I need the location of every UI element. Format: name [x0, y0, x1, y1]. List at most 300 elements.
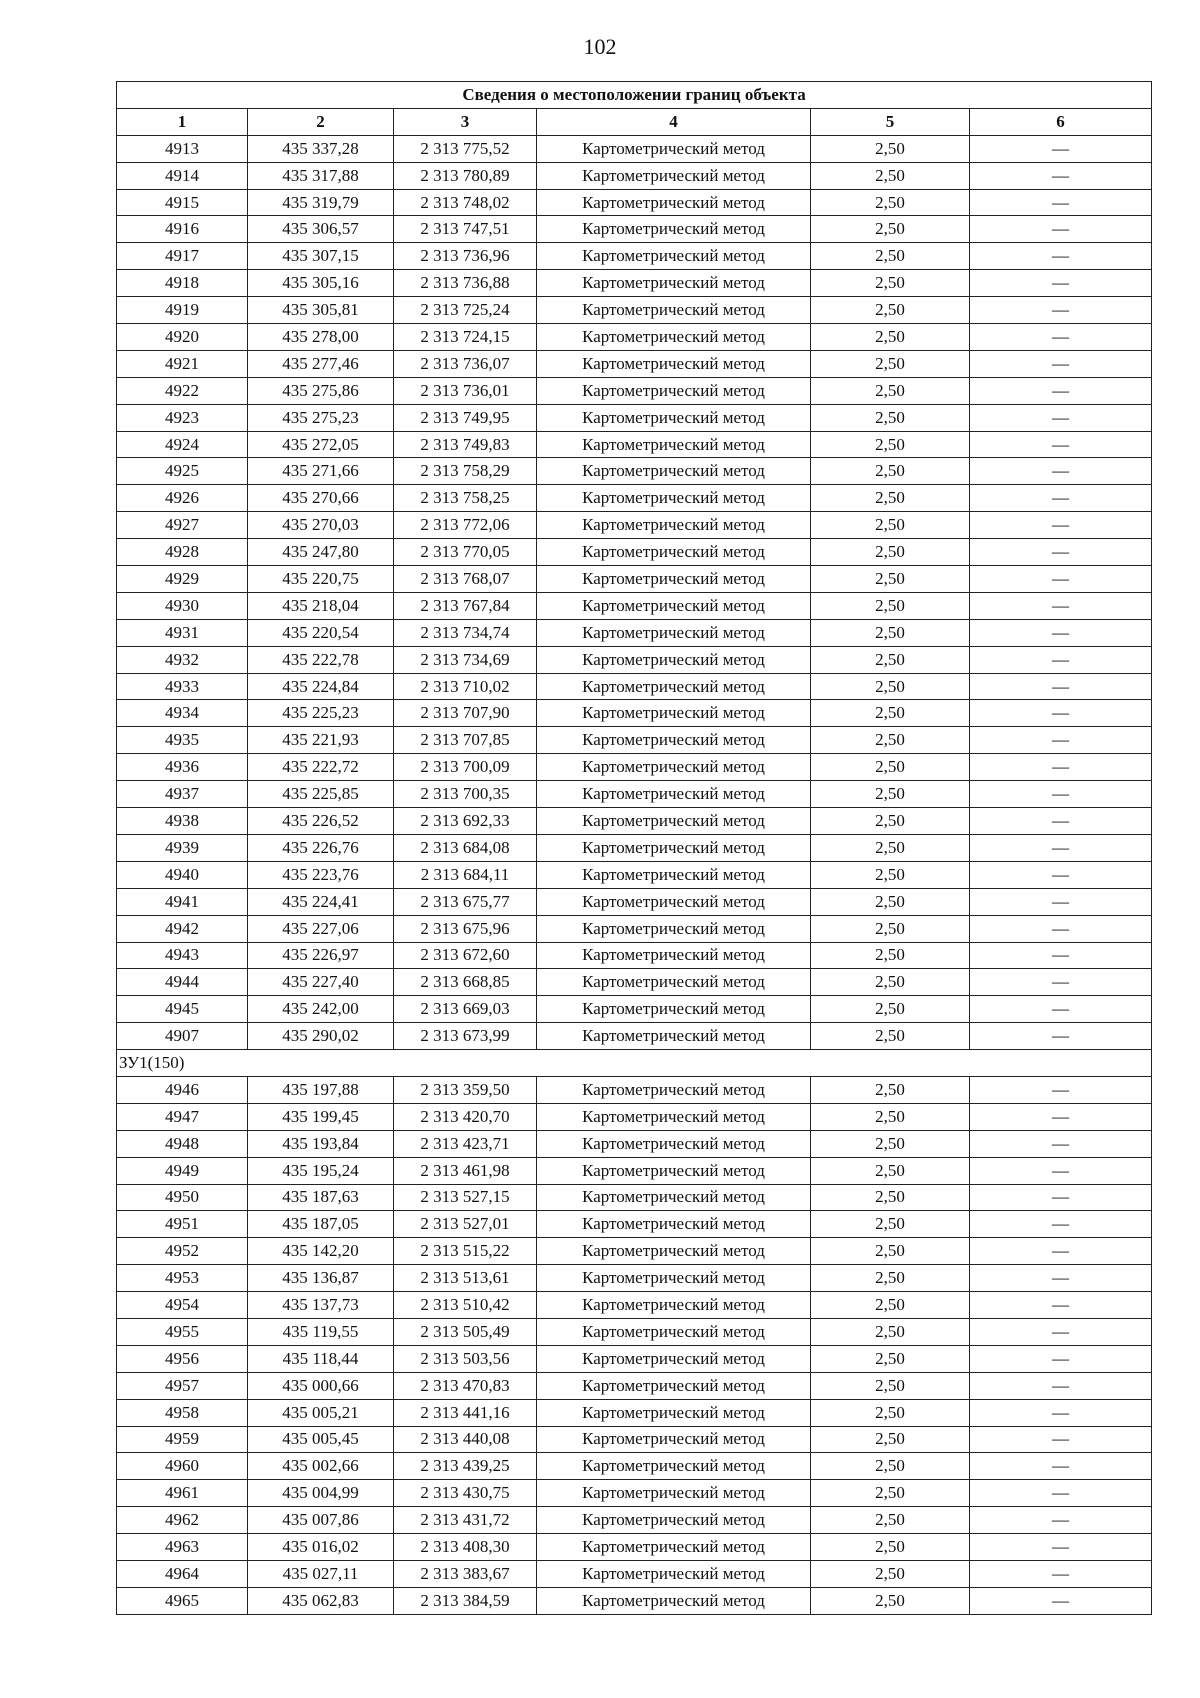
table-row: [117, 431, 1152, 458]
table-row: [117, 377, 1152, 404]
y-coordinate-cell: 2 313 725,24: [394, 297, 537, 324]
method-cell: Картометрический метод: [537, 1130, 811, 1157]
method-cell: Картометрический метод: [537, 350, 811, 377]
table-row: [117, 1265, 1152, 1292]
point-number-cell: 4924: [117, 431, 248, 458]
point-number-cell: 4934: [117, 700, 248, 727]
method-cell: Картометрический метод: [537, 1507, 811, 1534]
note-cell: —: [970, 808, 1152, 835]
point-number-cell: 4946: [117, 1076, 248, 1103]
point-number-cell: 4951: [117, 1211, 248, 1238]
note-cell: —: [970, 861, 1152, 888]
x-coordinate-cell: 435 226,97: [248, 942, 394, 969]
accuracy-cell: 2,50: [811, 1184, 970, 1211]
method-cell: Картометрический метод: [537, 1345, 811, 1372]
point-number-cell: 4956: [117, 1345, 248, 1372]
note-cell: —: [970, 1480, 1152, 1507]
method-cell: Картометрический метод: [537, 404, 811, 431]
x-coordinate-cell: 435 290,02: [248, 1023, 394, 1050]
boundary-coordinates-table: [116, 81, 1152, 1615]
point-number-cell: 4949: [117, 1157, 248, 1184]
point-number-cell: 4907: [117, 1023, 248, 1050]
y-coordinate-cell: 2 313 503,56: [394, 1345, 537, 1372]
x-coordinate-cell: 435 005,21: [248, 1399, 394, 1426]
note-cell: —: [970, 1211, 1152, 1238]
x-coordinate-cell: 435 305,81: [248, 297, 394, 324]
point-number-cell: 4960: [117, 1453, 248, 1480]
method-cell: Картометрический метод: [537, 754, 811, 781]
method-cell: Картометрический метод: [537, 377, 811, 404]
accuracy-cell: 2,50: [811, 243, 970, 270]
y-coordinate-cell: 2 313 707,85: [394, 727, 537, 754]
note-cell: —: [970, 297, 1152, 324]
method-cell: Картометрический метод: [537, 1534, 811, 1561]
accuracy-cell: 2,50: [811, 350, 970, 377]
table-row: [117, 1130, 1152, 1157]
accuracy-cell: 2,50: [811, 727, 970, 754]
note-cell: —: [970, 1292, 1152, 1319]
y-coordinate-cell: 2 313 749,83: [394, 431, 537, 458]
x-coordinate-cell: 435 142,20: [248, 1238, 394, 1265]
point-number-cell: 4919: [117, 297, 248, 324]
section-label: ЗУ1(150): [117, 1050, 1152, 1077]
table-row: [117, 1211, 1152, 1238]
x-coordinate-cell: 435 062,83: [248, 1587, 394, 1614]
method-cell: Картометрический метод: [537, 1157, 811, 1184]
y-coordinate-cell: 2 313 675,96: [394, 915, 537, 942]
table-row: [117, 996, 1152, 1023]
y-coordinate-cell: 2 313 470,83: [394, 1372, 537, 1399]
x-coordinate-cell: 435 224,84: [248, 673, 394, 700]
note-cell: —: [970, 592, 1152, 619]
column-number: 1: [117, 108, 248, 135]
y-coordinate-cell: 2 313 515,22: [394, 1238, 537, 1265]
point-number-cell: 4922: [117, 377, 248, 404]
accuracy-cell: 2,50: [811, 673, 970, 700]
column-number: 6: [970, 108, 1152, 135]
note-cell: —: [970, 1238, 1152, 1265]
point-number-cell: 4931: [117, 619, 248, 646]
point-number-cell: 4920: [117, 324, 248, 351]
accuracy-cell: 2,50: [811, 431, 970, 458]
method-cell: Картометрический метод: [537, 1292, 811, 1319]
point-number-cell: 4957: [117, 1372, 248, 1399]
table-row: [117, 1534, 1152, 1561]
x-coordinate-cell: 435 271,66: [248, 458, 394, 485]
method-cell: Картометрический метод: [537, 1399, 811, 1426]
method-cell: Картометрический метод: [537, 1372, 811, 1399]
note-cell: —: [970, 377, 1152, 404]
x-coordinate-cell: 435 004,99: [248, 1480, 394, 1507]
y-coordinate-cell: 2 313 527,15: [394, 1184, 537, 1211]
note-cell: —: [970, 834, 1152, 861]
table-row: [117, 1157, 1152, 1184]
y-coordinate-cell: 2 313 758,29: [394, 458, 537, 485]
point-number-cell: 4943: [117, 942, 248, 969]
note-cell: —: [970, 619, 1152, 646]
note-cell: —: [970, 1184, 1152, 1211]
note-cell: —: [970, 1372, 1152, 1399]
table-row: [117, 243, 1152, 270]
point-number-cell: 4965: [117, 1587, 248, 1614]
accuracy-cell: 2,50: [811, 1507, 970, 1534]
point-number-cell: 4939: [117, 834, 248, 861]
y-coordinate-cell: 2 313 461,98: [394, 1157, 537, 1184]
table-row: [117, 969, 1152, 996]
method-cell: Картометрический метод: [537, 1265, 811, 1292]
accuracy-cell: 2,50: [811, 1399, 970, 1426]
accuracy-cell: 2,50: [811, 1587, 970, 1614]
y-coordinate-cell: 2 313 736,07: [394, 350, 537, 377]
table-row: [117, 1238, 1152, 1265]
method-cell: Картометрический метод: [537, 1318, 811, 1345]
method-cell: Картометрический метод: [537, 673, 811, 700]
method-cell: Картометрический метод: [537, 969, 811, 996]
table-row: [117, 1345, 1152, 1372]
method-cell: Картометрический метод: [537, 243, 811, 270]
accuracy-cell: 2,50: [811, 781, 970, 808]
x-coordinate-cell: 435 220,75: [248, 566, 394, 593]
table-row: [117, 135, 1152, 162]
point-number-cell: 4928: [117, 539, 248, 566]
table-row: [117, 1318, 1152, 1345]
point-number-cell: 4936: [117, 754, 248, 781]
method-cell: Картометрический метод: [537, 888, 811, 915]
y-coordinate-cell: 2 313 431,72: [394, 1507, 537, 1534]
y-coordinate-cell: 2 313 734,74: [394, 619, 537, 646]
x-coordinate-cell: 435 118,44: [248, 1345, 394, 1372]
x-coordinate-cell: 435 221,93: [248, 727, 394, 754]
accuracy-cell: 2,50: [811, 1426, 970, 1453]
y-coordinate-cell: 2 313 684,11: [394, 861, 537, 888]
point-number-cell: 4964: [117, 1560, 248, 1587]
table-row: [117, 566, 1152, 593]
table-title: Сведения о местоположении границ объекта: [117, 82, 1152, 109]
y-coordinate-cell: 2 313 724,15: [394, 324, 537, 351]
x-coordinate-cell: 435 007,86: [248, 1507, 394, 1534]
note-cell: —: [970, 1587, 1152, 1614]
y-coordinate-cell: 2 313 675,77: [394, 888, 537, 915]
point-number-cell: 4958: [117, 1399, 248, 1426]
table-row: [117, 216, 1152, 243]
point-number-cell: 4937: [117, 781, 248, 808]
point-number-cell: 4915: [117, 189, 248, 216]
method-cell: Картометрический метод: [537, 1480, 811, 1507]
y-coordinate-cell: 2 313 440,08: [394, 1426, 537, 1453]
table-row: [117, 861, 1152, 888]
accuracy-cell: 2,50: [811, 700, 970, 727]
accuracy-cell: 2,50: [811, 619, 970, 646]
method-cell: Картометрический метод: [537, 485, 811, 512]
table-row: [117, 539, 1152, 566]
method-cell: Картометрический метод: [537, 996, 811, 1023]
point-number-cell: 4932: [117, 646, 248, 673]
note-cell: —: [970, 350, 1152, 377]
point-number-cell: 4950: [117, 1184, 248, 1211]
table-row: [117, 297, 1152, 324]
note-cell: —: [970, 1103, 1152, 1130]
accuracy-cell: 2,50: [811, 1211, 970, 1238]
x-coordinate-cell: 435 027,11: [248, 1560, 394, 1587]
table-row: [117, 1587, 1152, 1614]
table-row: [117, 646, 1152, 673]
table-row: [117, 458, 1152, 485]
y-coordinate-cell: 2 313 513,61: [394, 1265, 537, 1292]
method-cell: Картометрический метод: [537, 808, 811, 835]
x-coordinate-cell: 435 016,02: [248, 1534, 394, 1561]
x-coordinate-cell: 435 222,72: [248, 754, 394, 781]
point-number-cell: 4963: [117, 1534, 248, 1561]
table-row: [117, 727, 1152, 754]
y-coordinate-cell: 2 313 775,52: [394, 135, 537, 162]
point-number-cell: 4926: [117, 485, 248, 512]
accuracy-cell: 2,50: [811, 485, 970, 512]
table-row: [117, 1076, 1152, 1103]
x-coordinate-cell: 435 222,78: [248, 646, 394, 673]
accuracy-cell: 2,50: [811, 1103, 970, 1130]
x-coordinate-cell: 435 226,76: [248, 834, 394, 861]
accuracy-cell: 2,50: [811, 996, 970, 1023]
point-number-cell: 4942: [117, 915, 248, 942]
table-row: [117, 619, 1152, 646]
table-header: [117, 82, 1152, 136]
accuracy-cell: 2,50: [811, 646, 970, 673]
table-row: [117, 1399, 1152, 1426]
y-coordinate-cell: 2 313 734,69: [394, 646, 537, 673]
accuracy-cell: 2,50: [811, 297, 970, 324]
accuracy-cell: 2,50: [811, 808, 970, 835]
x-coordinate-cell: 435 005,45: [248, 1426, 394, 1453]
note-cell: —: [970, 996, 1152, 1023]
table-row: [117, 888, 1152, 915]
x-coordinate-cell: 435 337,28: [248, 135, 394, 162]
method-cell: Картометрический метод: [537, 915, 811, 942]
method-cell: Картометрический метод: [537, 297, 811, 324]
accuracy-cell: 2,50: [811, 1130, 970, 1157]
method-cell: Картометрический метод: [537, 566, 811, 593]
x-coordinate-cell: 435 278,00: [248, 324, 394, 351]
note-cell: —: [970, 700, 1152, 727]
accuracy-cell: 2,50: [811, 1345, 970, 1372]
table-row: [117, 1453, 1152, 1480]
y-coordinate-cell: 2 313 672,60: [394, 942, 537, 969]
point-number-cell: 4917: [117, 243, 248, 270]
accuracy-cell: 2,50: [811, 1453, 970, 1480]
accuracy-cell: 2,50: [811, 1157, 970, 1184]
table-row: [117, 754, 1152, 781]
method-cell: Картометрический метод: [537, 834, 811, 861]
y-coordinate-cell: 2 313 383,67: [394, 1560, 537, 1587]
accuracy-cell: 2,50: [811, 1265, 970, 1292]
table-row: [117, 324, 1152, 351]
method-cell: Картометрический метод: [537, 189, 811, 216]
accuracy-cell: 2,50: [811, 1372, 970, 1399]
table-row: [117, 162, 1152, 189]
note-cell: —: [970, 324, 1152, 351]
table-row: [117, 700, 1152, 727]
method-cell: Картометрический метод: [537, 1426, 811, 1453]
table-row: [117, 1292, 1152, 1319]
x-coordinate-cell: 435 227,06: [248, 915, 394, 942]
accuracy-cell: 2,50: [811, 1318, 970, 1345]
section-row: [117, 1050, 1152, 1077]
y-coordinate-cell: 2 313 439,25: [394, 1453, 537, 1480]
point-number-cell: 4940: [117, 861, 248, 888]
note-cell: —: [970, 673, 1152, 700]
y-coordinate-cell: 2 313 767,84: [394, 592, 537, 619]
y-coordinate-cell: 2 313 770,05: [394, 539, 537, 566]
y-coordinate-cell: 2 313 736,96: [394, 243, 537, 270]
accuracy-cell: 2,50: [811, 324, 970, 351]
y-coordinate-cell: 2 313 359,50: [394, 1076, 537, 1103]
note-cell: —: [970, 942, 1152, 969]
accuracy-cell: 2,50: [811, 377, 970, 404]
method-cell: Картометрический метод: [537, 727, 811, 754]
y-coordinate-cell: 2 313 747,51: [394, 216, 537, 243]
table-row: [117, 808, 1152, 835]
note-cell: —: [970, 1265, 1152, 1292]
table-row: [117, 834, 1152, 861]
accuracy-cell: 2,50: [811, 888, 970, 915]
x-coordinate-cell: 435 187,05: [248, 1211, 394, 1238]
point-number-cell: 4944: [117, 969, 248, 996]
accuracy-cell: 2,50: [811, 1292, 970, 1319]
point-number-cell: 4954: [117, 1292, 248, 1319]
note-cell: —: [970, 1157, 1152, 1184]
x-coordinate-cell: 435 305,16: [248, 270, 394, 297]
point-number-cell: 4948: [117, 1130, 248, 1157]
accuracy-cell: 2,50: [811, 566, 970, 593]
point-number-cell: 4921: [117, 350, 248, 377]
y-coordinate-cell: 2 313 673,99: [394, 1023, 537, 1050]
method-cell: Картометрический метод: [537, 861, 811, 888]
note-cell: —: [970, 512, 1152, 539]
table-row: [117, 1103, 1152, 1130]
note-cell: —: [970, 539, 1152, 566]
note-cell: —: [970, 1399, 1152, 1426]
y-coordinate-cell: 2 313 710,02: [394, 673, 537, 700]
point-number-cell: 4952: [117, 1238, 248, 1265]
x-coordinate-cell: 435 220,54: [248, 619, 394, 646]
note-cell: —: [970, 1560, 1152, 1587]
accuracy-cell: 2,50: [811, 1023, 970, 1050]
accuracy-cell: 2,50: [811, 189, 970, 216]
y-coordinate-cell: 2 313 768,07: [394, 566, 537, 593]
note-cell: —: [970, 915, 1152, 942]
accuracy-cell: 2,50: [811, 135, 970, 162]
note-cell: —: [970, 485, 1152, 512]
table-row: [117, 781, 1152, 808]
x-coordinate-cell: 435 275,23: [248, 404, 394, 431]
note-cell: —: [970, 270, 1152, 297]
x-coordinate-cell: 435 227,40: [248, 969, 394, 996]
y-coordinate-cell: 2 313 408,30: [394, 1534, 537, 1561]
method-cell: Картометрический метод: [537, 162, 811, 189]
point-number-cell: 4927: [117, 512, 248, 539]
note-cell: —: [970, 1426, 1152, 1453]
accuracy-cell: 2,50: [811, 834, 970, 861]
note-cell: —: [970, 1076, 1152, 1103]
x-coordinate-cell: 435 002,66: [248, 1453, 394, 1480]
table-row: [117, 485, 1152, 512]
method-cell: Картометрический метод: [537, 781, 811, 808]
accuracy-cell: 2,50: [811, 915, 970, 942]
y-coordinate-cell: 2 313 441,16: [394, 1399, 537, 1426]
x-coordinate-cell: 435 223,76: [248, 861, 394, 888]
accuracy-cell: 2,50: [811, 216, 970, 243]
note-cell: —: [970, 404, 1152, 431]
accuracy-cell: 2,50: [811, 1534, 970, 1561]
y-coordinate-cell: 2 313 423,71: [394, 1130, 537, 1157]
point-number-cell: 4916: [117, 216, 248, 243]
point-number-cell: 4933: [117, 673, 248, 700]
y-coordinate-cell: 2 313 707,90: [394, 700, 537, 727]
method-cell: Картометрический метод: [537, 458, 811, 485]
y-coordinate-cell: 2 313 669,03: [394, 996, 537, 1023]
y-coordinate-cell: 2 313 430,75: [394, 1480, 537, 1507]
accuracy-cell: 2,50: [811, 1480, 970, 1507]
x-coordinate-cell: 435 319,79: [248, 189, 394, 216]
note-cell: —: [970, 458, 1152, 485]
x-coordinate-cell: 435 195,24: [248, 1157, 394, 1184]
y-coordinate-cell: 2 313 527,01: [394, 1211, 537, 1238]
x-coordinate-cell: 435 136,87: [248, 1265, 394, 1292]
x-coordinate-cell: 435 307,15: [248, 243, 394, 270]
note-cell: —: [970, 1023, 1152, 1050]
accuracy-cell: 2,50: [811, 404, 970, 431]
y-coordinate-cell: 2 313 772,06: [394, 512, 537, 539]
x-coordinate-cell: 435 225,23: [248, 700, 394, 727]
table-row: [117, 1372, 1152, 1399]
point-number-cell: 4961: [117, 1480, 248, 1507]
point-number-cell: 4913: [117, 135, 248, 162]
accuracy-cell: 2,50: [811, 1076, 970, 1103]
point-number-cell: 4941: [117, 888, 248, 915]
point-number-cell: 4945: [117, 996, 248, 1023]
column-number-row: [117, 108, 1152, 135]
accuracy-cell: 2,50: [811, 861, 970, 888]
note-cell: —: [970, 431, 1152, 458]
method-cell: Картометрический метод: [537, 324, 811, 351]
column-number: 4: [537, 108, 811, 135]
table-body: [117, 135, 1152, 1614]
x-coordinate-cell: 435 270,03: [248, 512, 394, 539]
x-coordinate-cell: 435 242,00: [248, 996, 394, 1023]
accuracy-cell: 2,50: [811, 942, 970, 969]
table-row: [117, 404, 1152, 431]
y-coordinate-cell: 2 313 700,09: [394, 754, 537, 781]
x-coordinate-cell: 435 272,05: [248, 431, 394, 458]
point-number-cell: 4959: [117, 1426, 248, 1453]
method-cell: Картометрический метод: [537, 1023, 811, 1050]
x-coordinate-cell: 435 197,88: [248, 1076, 394, 1103]
note-cell: —: [970, 189, 1152, 216]
y-coordinate-cell: 2 313 420,70: [394, 1103, 537, 1130]
point-number-cell: 4923: [117, 404, 248, 431]
y-coordinate-cell: 2 313 748,02: [394, 189, 537, 216]
method-cell: Картометрический метод: [537, 942, 811, 969]
method-cell: Картометрический метод: [537, 619, 811, 646]
point-number-cell: 4962: [117, 1507, 248, 1534]
x-coordinate-cell: 435 000,66: [248, 1372, 394, 1399]
y-coordinate-cell: 2 313 780,89: [394, 162, 537, 189]
table-row: [117, 1023, 1152, 1050]
point-number-cell: 4953: [117, 1265, 248, 1292]
y-coordinate-cell: 2 313 684,08: [394, 834, 537, 861]
note-cell: —: [970, 243, 1152, 270]
method-cell: Картометрический метод: [537, 1238, 811, 1265]
table-row: [117, 1480, 1152, 1507]
